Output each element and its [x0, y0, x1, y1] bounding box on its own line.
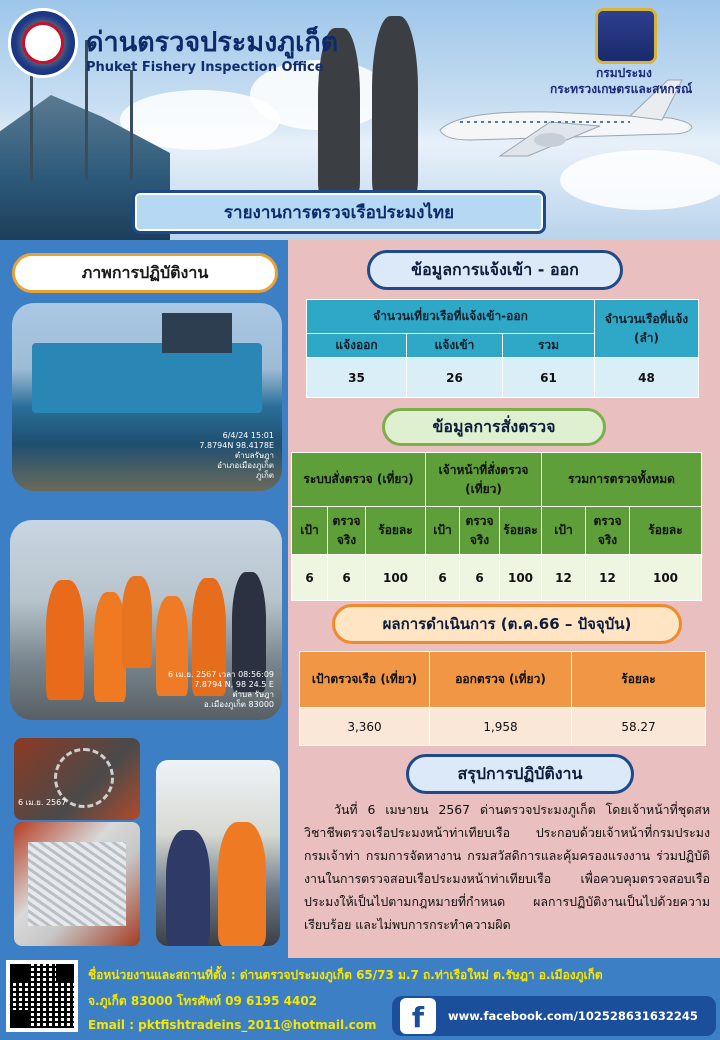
- col-header: เป้า: [292, 507, 328, 555]
- office-subtitle: Phuket Fishery Inspection Office: [86, 60, 324, 75]
- stamp-line: อำเภอเมืองภูเก็ต: [217, 461, 274, 470]
- header-banner: [0, 0, 720, 240]
- facebook-icon: f: [400, 998, 436, 1034]
- results-table: [299, 651, 706, 746]
- col-header: จำนวนเรือที่แจ้ง (ลำ): [595, 300, 699, 358]
- col-header: ตรวจจริง: [328, 507, 366, 555]
- col-header: เป้า: [426, 507, 460, 555]
- photo-timestamp: [168, 670, 274, 710]
- team-member: [46, 580, 84, 700]
- summary-paragraph: [304, 798, 710, 936]
- col-header: ร้อยละ: [366, 507, 426, 555]
- department-name: กรมประมง: [596, 66, 652, 80]
- table-cell: 100: [630, 555, 702, 601]
- col-header: แจ้งเข้า: [407, 334, 503, 358]
- fish-pile: [28, 842, 126, 926]
- col-header: เป้า: [542, 507, 586, 555]
- table-cell: 6: [426, 555, 460, 601]
- ministry-name: กระทรวงเกษตรและสหกรณ์: [550, 82, 693, 96]
- officer: [218, 822, 266, 946]
- col-header: เป้าตรวจเรือ (เที่ยว): [300, 652, 430, 708]
- photo-timestamp: [199, 431, 274, 481]
- table-cell: 12: [542, 555, 586, 601]
- stamp-line: 7.8794 N, 98 24.5 E: [194, 680, 274, 689]
- table-cell: 3,360: [300, 708, 430, 746]
- col-header: ตรวจจริง: [460, 507, 500, 555]
- results-section-title: ผลการดำเนินการ (ต.ค.66 – ปัจจุบัน): [332, 604, 682, 644]
- notify-section-title: ข้อมูลการแจ้งเข้า - ออก: [367, 250, 623, 290]
- photo-timestamp: 6 เม.ย. 2567: [18, 798, 67, 807]
- table-cell: 100: [500, 555, 542, 601]
- col-header: ร้อยละ: [630, 507, 702, 555]
- table-cell: 6: [292, 555, 328, 601]
- fish-catch-photo: [14, 822, 140, 946]
- boat-mast: [130, 70, 133, 180]
- qr-pattern: [10, 964, 74, 1028]
- col-header: เจ้าหน้าที่สั่งตรวจ (เที่ยว): [426, 453, 542, 507]
- boat-hull: [32, 343, 262, 413]
- stamp-line: 7.8794N 98.4178E: [199, 441, 274, 450]
- fishery-inspection-logo: [8, 8, 78, 78]
- table-cell: 6: [328, 555, 366, 601]
- fishing-net-photo: [14, 738, 140, 820]
- table-cell: 6: [460, 555, 500, 601]
- col-header: ออกตรวจ (เที่ยว): [430, 652, 572, 708]
- notify-table: [306, 299, 699, 398]
- report-title: รายงานการตรวจเรือประมงไทย: [132, 190, 546, 234]
- logo-ring: [22, 22, 64, 64]
- department-of-fisheries-logo: [595, 8, 657, 64]
- footer-address-line1: ชื่อหน่วยงานและสถานที่ตั้ง : ด่านตรวจประมงภูเก็ต 65/73 ม.7 ถ.ท่าเรือใหม่ ต.รัษฎา อ.เมืองภูเก็ต: [88, 968, 603, 982]
- table-cell: 35: [307, 358, 407, 398]
- table-cell: 1,958: [430, 708, 572, 746]
- stamp-line: ภูเก็ต: [255, 471, 274, 480]
- boat-cabin: [162, 313, 232, 353]
- boat-mast: [30, 60, 33, 180]
- stamp-line: 6/4/24 15:01: [222, 431, 274, 440]
- operations-photos-title: ภาพการปฏิบัติงาน: [12, 253, 278, 293]
- heroine-statue-image: [372, 16, 418, 198]
- fishing-boat-photo: [12, 303, 282, 491]
- inspect-table: [291, 452, 702, 601]
- col-header: ร้อยละ: [572, 652, 706, 708]
- stamp-line: 6 เม.ย. 2567 เวลา 08:56:09: [168, 670, 274, 679]
- table-cell: 61: [503, 358, 595, 398]
- officer: [166, 830, 210, 946]
- team-member: [122, 576, 152, 668]
- table-cell: 100: [366, 555, 426, 601]
- qr-code[interactable]: [6, 960, 78, 1032]
- col-header: ตรวจจริง: [586, 507, 630, 555]
- col-header: ระบบสั่งตรวจ (เที่ยว): [292, 453, 426, 507]
- inspect-section-title: ข้อมูลการสั่งตรวจ: [382, 408, 606, 446]
- facebook-link[interactable]: [392, 996, 716, 1036]
- col-header: รวมการตรวจทั้งหมด: [542, 453, 702, 507]
- col-header: จำนวนเที่ยวเรือที่แจ้งเข้า-ออก: [307, 300, 595, 334]
- table-cell: 48: [595, 358, 699, 398]
- inspection-team-photo: [10, 520, 282, 720]
- summary-section-title: สรุปการปฏิบัติงาน: [406, 754, 634, 794]
- document-check-photo: [156, 760, 280, 946]
- stamp-line: ตำบล รัษฎา: [232, 690, 274, 699]
- table-cell: 58.27: [572, 708, 706, 746]
- col-header: ร้อยละ: [500, 507, 542, 555]
- footer-address-line2: จ.ภูเก็ต 83000 โทรศัพท์ 09 6195 4402: [88, 994, 318, 1008]
- table-cell: 26: [407, 358, 503, 398]
- facebook-url[interactable]: www.facebook.com/102528631632245: [448, 1009, 698, 1023]
- office-title: ด่านตรวจประมงภูเก็ต: [86, 27, 339, 58]
- col-header: แจ้งออก: [307, 334, 407, 358]
- table-cell: 12: [586, 555, 630, 601]
- footer-email[interactable]: Email : pktfishtradeins_2011@hotmail.com: [88, 1018, 377, 1032]
- stamp-line: อ.เมืองภูเก็ต 83000: [203, 700, 274, 709]
- col-header: รวม: [503, 334, 595, 358]
- stamp-line: ตำบลรัษฎา: [234, 451, 274, 460]
- summary-text: วันที่ 6 เมษายน 2567 ด่านตรวจประมงภูเก็ต โดยเจ้าหน้าที่ชุดสหวิชาชีพตรวจเรือประมงหน้าท่าเทียบเรือ ประกอบด้วยเจ้าหน้าที่กรมประมง กรมเจ้าท่า กรมการจัดหางาน กรมสวัสดิการและคุ้มครองแรงงาน ร่วมปฏิบัติงานในการตรวจสอบเรือประมงหน้าท่าเทียบเรือ เพื่อควบคุมตรวจสอบเรือประมงให้เป็นไปตามกฎหมายที่กำหนด ผลการปฏิบัติงานเป็นไปด้วยความเรียบร้อย และไม่พบการกระทำความผิด: [304, 802, 710, 932]
